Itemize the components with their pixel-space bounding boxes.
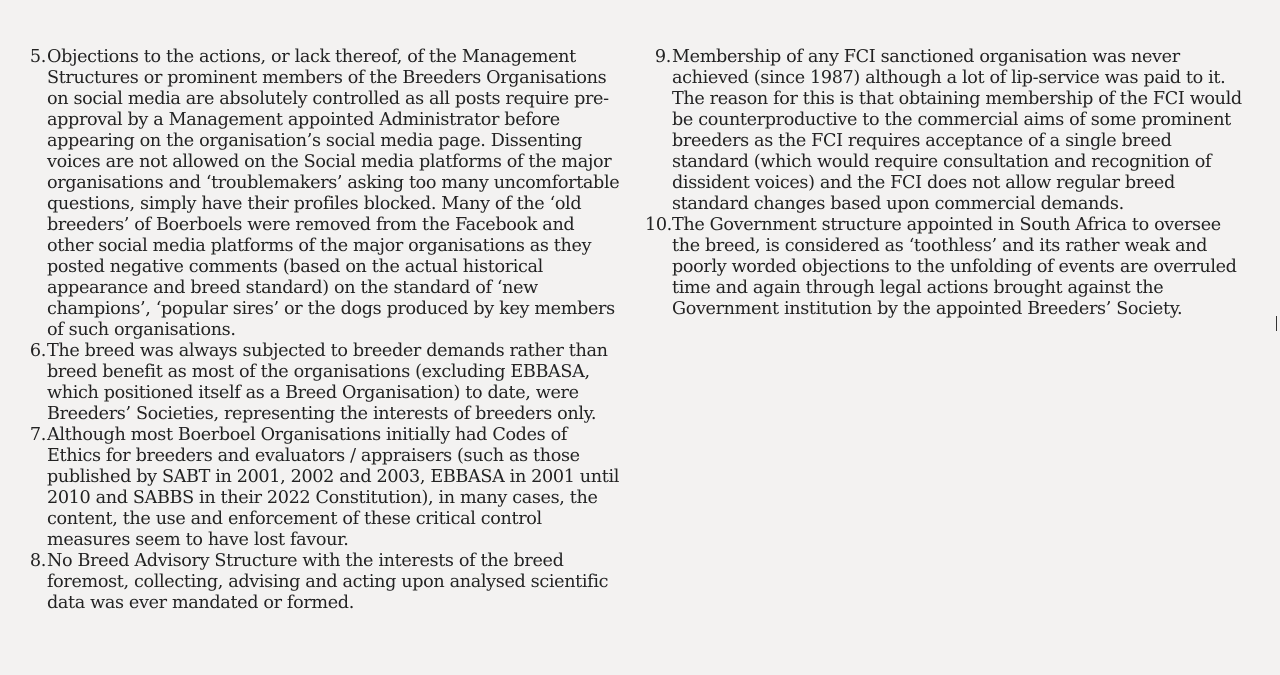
text-cursor-icon bbox=[1276, 316, 1277, 331]
list-item-7 bbox=[20, 425, 620, 551]
list-item-8 bbox=[20, 551, 620, 614]
list-item-text: Although most Boerboel Organisations initially had Codes of Ethics for breeders and evaluators / appraisers (such as those published by SABT in 2001, 2002 and 2003, EBBASA in 2001 until 2010 and SABBS in their 2022 Constitution), in many cases, the content, the use and enforcement of these critical control measures seem to have lost favour. bbox=[47, 425, 620, 550]
list-item-text: The Government structure appointed in South Africa to oversee the breed, is considered as ‘toothless’ and its rather weak and poorly worded objections to the unfolding of events are overruled time and again through legal actions brought against the Government institution by the appointed Breeders’ Society. bbox=[672, 215, 1237, 319]
list-item-text: The breed was always subjected to breeder demands rather than breed benefit as most of the organisations (excluding EBBASA, which positioned itself as a Breed Organisation) to date, were Breeders’ Societies, representing the interests of breeders only. bbox=[47, 341, 608, 424]
right-column bbox=[645, 47, 1250, 320]
list-item-10 bbox=[645, 215, 1250, 320]
list-item-text: Objections to the actions, or lack thereof, of the Management Structures or prominent members of the Breeders Organisations on social media are absolutely controlled as all posts require pre-approval by a Management appointed Administrator before appearing on the organisation’s social media page. Dissenting voices are not allowed on the Social media platforms of the major organisations and ‘troublemakers’ asking too many uncomfortable questions, simply have their profiles blocked. Many of the ‘old breeders’ of Boerboels were removed from the Facebook and other social media platforms of the major organisations as they posted negative comments (based on the actual historical appearance and breed standard) on the standard of ‘new champions’, ‘popular sires’ or the dogs produced by key members of such organisations. bbox=[47, 47, 620, 340]
list-number: 6. bbox=[29, 341, 46, 361]
list-number: 8. bbox=[29, 551, 46, 571]
list-item-text: No Breed Advisory Structure with the interests of the breed foremost, collecting, advising and acting upon analysed scientific data was ever mandated or formed. bbox=[47, 551, 609, 613]
list-number: 9. bbox=[654, 47, 671, 67]
left-column bbox=[20, 47, 620, 614]
list-item-6 bbox=[20, 341, 620, 425]
list-item-text: Membership of any FCI sanctioned organisation was never achieved (since 1987) although a lot of lip-service was paid to it. The reason for this is that obtaining membership of the FCI would be counterproductive to the commercial aims of some prominent breeders as the FCI requires acceptance of a single breed standard (which would require consultation and recognition of dissident voices) and the FCI does not allow regular breed standard changes based upon commercial demands. bbox=[672, 47, 1242, 214]
list-number: 5. bbox=[29, 47, 46, 67]
list-number: 10. bbox=[645, 215, 672, 235]
list-item-5 bbox=[20, 47, 620, 341]
list-number: 7. bbox=[29, 425, 46, 445]
list-item-9 bbox=[645, 47, 1250, 215]
